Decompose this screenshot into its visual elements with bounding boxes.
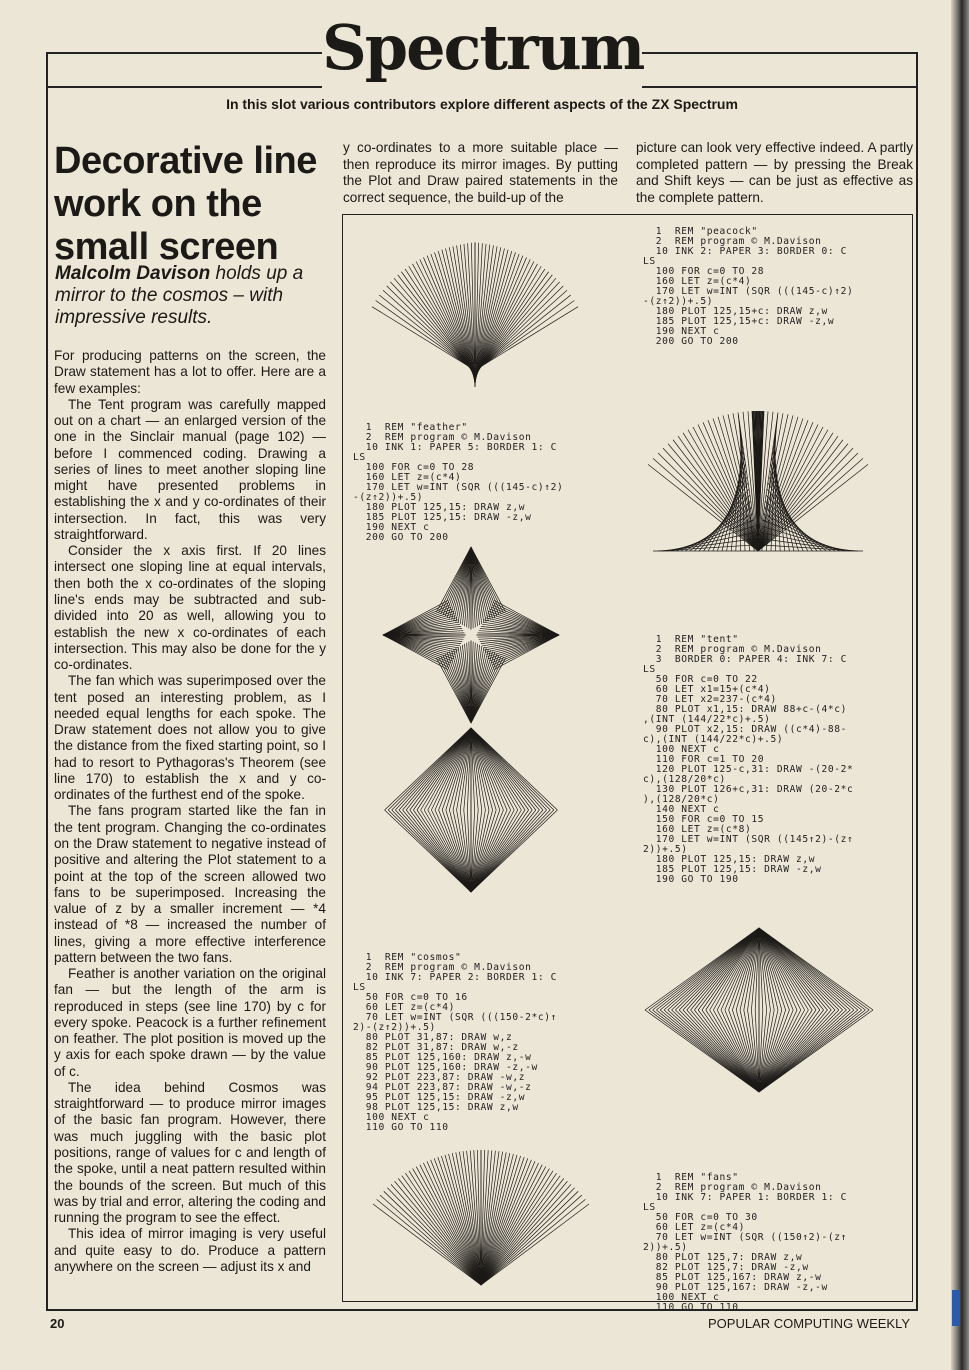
section-strapline: In this slot various contributors explore different aspects of the ZX Spectrum [226, 96, 738, 112]
paragraph: The fans program started like the fan in the tent program. Changing the co-ordinates on the Draw statement to negative instead of positive and altering the Plot statement to a point at the top of the screen allowed two fans to be superimposed. Increasing the value of z by a smaller increment — *4 instead of *8 — increased the number of lines, giving a more effective interference pattern between the two fans. [54, 803, 326, 965]
paragraph: This idea of mirror imaging is very useful and quite easy to do. Produce a pattern anywhere on the screen — adjust its x and [54, 1226, 326, 1274]
paragraph: For producing patterns on the screen, the Draw statement has a lot to offer. Here are a few examples: [54, 348, 326, 396]
page-number: 20 [50, 1316, 65, 1331]
magazine-name: POPULAR COMPUTING WEEKLY [708, 1316, 911, 1331]
page-edge [951, 0, 969, 1370]
fans-listing: 1 REM "fans" 2 REM program © M.Davison 10 INK 7: PAPER 1: BORDER 1: C LS 50 FOR c=0 TO 30 60 LET z=(c*4) 70 LET w=INT (SQR ((150↑2)-(z↑ 2))+.5) 80 PLOT 125,7: DRAW z,w 82 PLOT 125,7: DRAW -z,w 85 PLOT 125,167: DRAW z,-w 90 PLOT 125,167: DRAW -z,-w 100 NEXT c 110 GO TO 110 [643, 1172, 848, 1313]
peacock-listing: 1 REM "peacock" 2 REM program © M.Davison 10 INK 2: PAPER 3: BORDER 0: C LS 100 FOR c=0 TO 28 160 LET z=(c*4) 170 LET w=INT (SQR (((145-c)↑2) -(z↑2))+.5) 180 PLOT 125,15+c: DRAW z,w 185 PLOT 125,15+c: DRAW -z,w 190 NEXT c 200 GO TO 200 [643, 226, 854, 347]
paragraph: The Tent program was carefully mapped out on a chart — an enlarged version of the one in the Sinclair manual (page 102) — before I commenced coding. Drawing a series of lines to meet another sloping line might have presented problems in establishing the x and y co-ordinates of their intersection. In fact, this was very straightforward. [54, 396, 326, 542]
section-masthead: Spectrum [322, 8, 642, 88]
paragraph: Consider the x axis first. If 20 lines intersect one sloping line at equal intervals, then both the x co-ordinates of the sloping line's ends may be subtracted and sub-divided into 20 as well, allowing you to establish the new x co-ordinates of each intersection. This may also be done for the y co-ordinates. [54, 543, 326, 673]
body-column-1 [54, 348, 326, 1275]
article-headline: Decorative line work on the small screen [54, 140, 317, 268]
feather-listing: 1 REM "feather" 2 REM program © M.Davison 10 INK 1: PAPER 5: BORDER 1: C LS 100 FOR c=0 TO 28 160 LET z=(c*4) 170 LET w=INT (SQR (((145-c)↑2) -(z↑2))+.5) 180 PLOT 125,15: DRAW z,w 185 PLOT 125,15: DRAW -z,w 190 NEXT c 200 GO TO 200 [353, 422, 564, 543]
feather-pattern-image [643, 401, 873, 561]
body-column-2: y co-ordinates to a more suitable place — then reproduce its mirror images. By putting the Plot and Draw paired statements in the correct sequence, the build-up of the [343, 140, 618, 205]
peacock-pattern-image [363, 227, 588, 397]
page-edge-tab [952, 1290, 960, 1326]
tent-listing: 1 REM "tent" 2 REM program © M.Davison 3 BORDER 0: PAPER 4: INK 7: C LS 50 FOR c=0 TO 22 60 LET x1=15+(c*4) 70 LET x2=237-(c*4) 80 PLOT x1,15: DRAW 88+c-(4*c) ,(INT (144/22*c)+.5) 90 PLOT x2,15: DRAW ((c*4)-88- c),(INT (144/22*c)+.5) 100 NEXT c 110 FOR c=1 TO 20 120 PLOT 125-c,31: DRAW -(20-2* c),(128/20*c) 130 PLOT 126+c,31: DRAW (20-2*c ),(128/20*c) 140 NEXT c 150 FOR c=0 TO 15 160 LET z=(c*8) 170 LET w=INT (SQR ((145↑2)-(z↑ 2))+.5) 180 PLOT 125,15: DRAW z,w 185 PLOT 125,15: DRAW -z,w 190 GO TO 190 [643, 634, 854, 885]
frame-left-rule [46, 52, 48, 1310]
cosmos-listing: 1 REM "cosmos" 2 REM program © M.Davison 10 INK 7: PAPER 2: BORDER 1: C LS 50 FOR c=0 TO 16 60 LET z=(c*4) 70 LET w=INT (SQR (((150-2*c)↑ 2)-(z↑2))+.5) 80 PLOT 31,87: DRAW w,z 82 PLOT 31,87: DRAW w,-z 85 PLOT 125,160: DRAW z,-w 90 PLOT 125,160: DRAW -z,-w 92 PLOT 223,87: DRAW -w,z 94 PLOT 223,87: DRAW -w,-z 95 PLOT 125,15: DRAW -z,w 98 PLOT 125,15: DRAW z,w 100 NEXT c 110 GO TO 110 [353, 952, 558, 1133]
paragraph: Feather is another variation on the original fan — but the length of the arm is reproduced in steps (see line 170) by c for every spoke. Peacock is a further refinement on feather. The plot position is moved up the y axis for each spoke drawn — by the value of c. [54, 966, 326, 1079]
fans-pattern-image [639, 920, 879, 1100]
body-column-3: picture can look very effective indeed. A partly completed pattern — by pressing the Break and Shift keys — can be just as effective as the complete pattern. [636, 140, 913, 205]
figure-box [342, 214, 913, 1313]
frame-right-rule [916, 52, 918, 1310]
paragraph: The idea behind Cosmos was straightforward — to produce mirror images of the basic fan program. However, there was much juggling with the basic plot positions, range of values for c and length of the spoke, until a neat pattern resulted within the bounds of the screen. But much of this was by trial and error, altering the coding and running the program to see the effect. [54, 1079, 326, 1226]
standfirst-text: holds up a mirror to the cosmos – with impressive results. [55, 263, 304, 328]
article-standfirst [55, 263, 330, 329]
author-name: Malcolm Davison [55, 263, 211, 284]
cosmos-pattern-image [381, 545, 561, 905]
tent-pattern-image [361, 1135, 601, 1291]
paragraph: The fan which was superimposed over the tent posed an interesting problem, as I needed equal lengths for each spoke. The Draw statement does not allow you to give the distance from the fixed starting point, so I had to resort to Pythagoras's Theorem (see line 170) to establish the x and y co-ordinates of the furthest end of the spoke. [54, 673, 326, 803]
